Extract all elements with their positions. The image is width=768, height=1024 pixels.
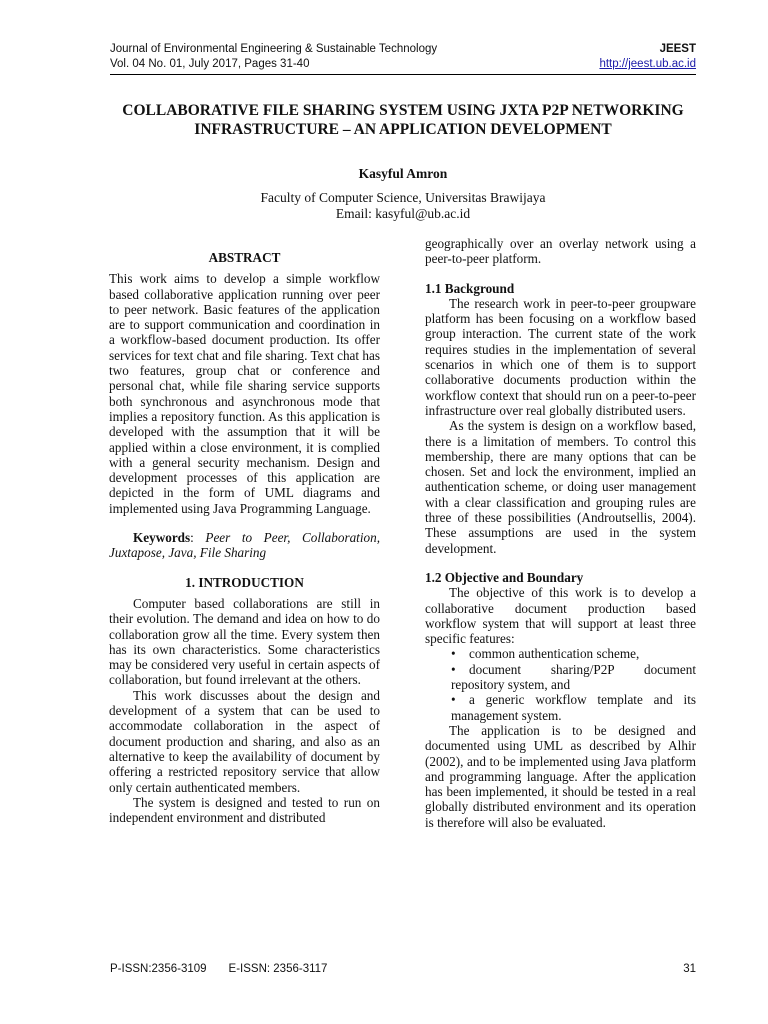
right-column: [425, 236, 696, 830]
bullet-icon: •: [451, 661, 456, 677]
bullet-text: common authentication scheme,: [469, 646, 640, 662]
author-name: Kasyful Amron: [358, 166, 448, 181]
introduction-heading: 1. INTRODUCTION: [185, 574, 304, 590]
header-divider: [110, 74, 696, 75]
abstract-heading: ABSTRACT: [208, 250, 281, 265]
background-heading: 1.1 Background: [425, 280, 515, 296]
print-issn: P-ISSN:2356-3109: [110, 963, 207, 975]
page-number: 31: [683, 963, 696, 975]
title-line-1: COLLABORATIVE FILE SHARING SYSTEM USING JXTA P2P NETWORKING: [122, 102, 684, 119]
intro-paragraph-3-continued: geographically over an overlay network using a peer-to-peer platform.: [425, 236, 696, 267]
journal-abbrev: JEEST: [659, 43, 696, 55]
journal-name: Journal of Environmental Engineering & Sustainable Technology: [110, 43, 438, 55]
objective-bullet-3: [425, 692, 696, 723]
objective-heading: 1.2 Objective and Boundary: [425, 569, 584, 585]
objective-bullet-1: [425, 646, 696, 661]
objective-bullet-2: [425, 662, 696, 693]
background-paragraph-2: As the system is design on a workflow based, there is a limitation of members. To control this membership, there are many options that can be chosen. Set and lock the environment, implied an authentication scheme, or doing user management with a clear classification and grouping rules are three of these possibilities (Androutsellis, 2004). These assumptions are used in the system development.: [425, 418, 696, 556]
objective-paragraph-1: The objective of this work is to develop a collaborative document production based workflow system that will support at least three specific features:: [425, 585, 696, 647]
keywords-values: Peer to Peer, Collaboration, Juxtapose, Java, File Sharing: [109, 530, 380, 561]
left-column: [109, 236, 380, 825]
keywords-label: Keywords: [133, 530, 191, 546]
background-paragraph-1: The research work in peer-to-peer groupware platform has been focusing on a workflow based group interaction. The current state of the work requires studies in the implementation of several scenarios in which one of them is to support collaborative documents production within the workflow context that should run on a peer-to-peer infrastructure over real globally distributed users.: [425, 295, 696, 418]
electronic-issn: E-ISSN: 2356-3117: [228, 963, 328, 975]
title-line-2: INFRASTRUCTURE – AN APPLICATION DEVELOPMENT: [194, 121, 612, 138]
journal-url-link[interactable]: http://jeest.ub.ac.id: [599, 58, 696, 70]
author-email: Email: kasyful@ub.ac.id: [335, 206, 471, 221]
volume-info: Vol. 04 No. 01, July 2017, Pages 31-40: [110, 58, 310, 70]
bullet-icon: •: [451, 646, 456, 662]
objective-paragraph-2: The application is to be designed and documented using UML as described by Alhir (2002), and to be implemented using Java platform and programming language. After the application has been implemented, it should be tested in a real globally distributed environment and its operation is therefore will also be evaluated.: [425, 722, 696, 830]
intro-paragraph-2: This work discusses about the design and development of a system that can be used to accommodate collaboration in the aspect of document production and sharing, and also as an alternative to keep the availability of document by offering a restricted repository service that allow only certain authenticated members.: [109, 687, 380, 795]
intro-paragraph-3: The system is designed and tested to run on independent environment and distributed: [109, 794, 380, 826]
author-affiliation-block: [100, 190, 706, 222]
bullet-icon: •: [451, 692, 456, 708]
paper-title: [100, 101, 706, 139]
intro-paragraph-1: Computer based collaborations are still in their evolution. The demand and idea on how to do collaboration grow all the time. Every system then has its own characteristics. Some characteristics may be considered very useful in certain aspects of collaboration, but found irrelevant at the others.: [109, 595, 380, 688]
bullet-text: document sharing/P2P document repository system, and: [451, 661, 696, 693]
abstract-text: This work aims to develop a simple workflow based collaborative application running over peer to peer network. Basic features of the application are to support communication and coordination in a workflow-based document production. Its offer services for text chat and file sharing. Text chat has two features, group chat or conference and personal chat, while file sharing service supports both synchronous and asynchronous mode that implies a repository function. As this application is developed with the assumption that it will be applied within a close environment, it is complied with a general security mechanism. Design and development processes of this application are depicted in the form of UML diagrams and implemented using Java Programming Language.: [109, 271, 380, 516]
keywords-line: Keywords: Peer to Peer, Collaboration, Juxtapose, Java, File Sharing: [109, 530, 380, 561]
bullet-text: a generic workflow template and its management system.: [451, 692, 696, 723]
affiliation: Faculty of Computer Science, Universitas Brawijaya: [260, 190, 546, 205]
